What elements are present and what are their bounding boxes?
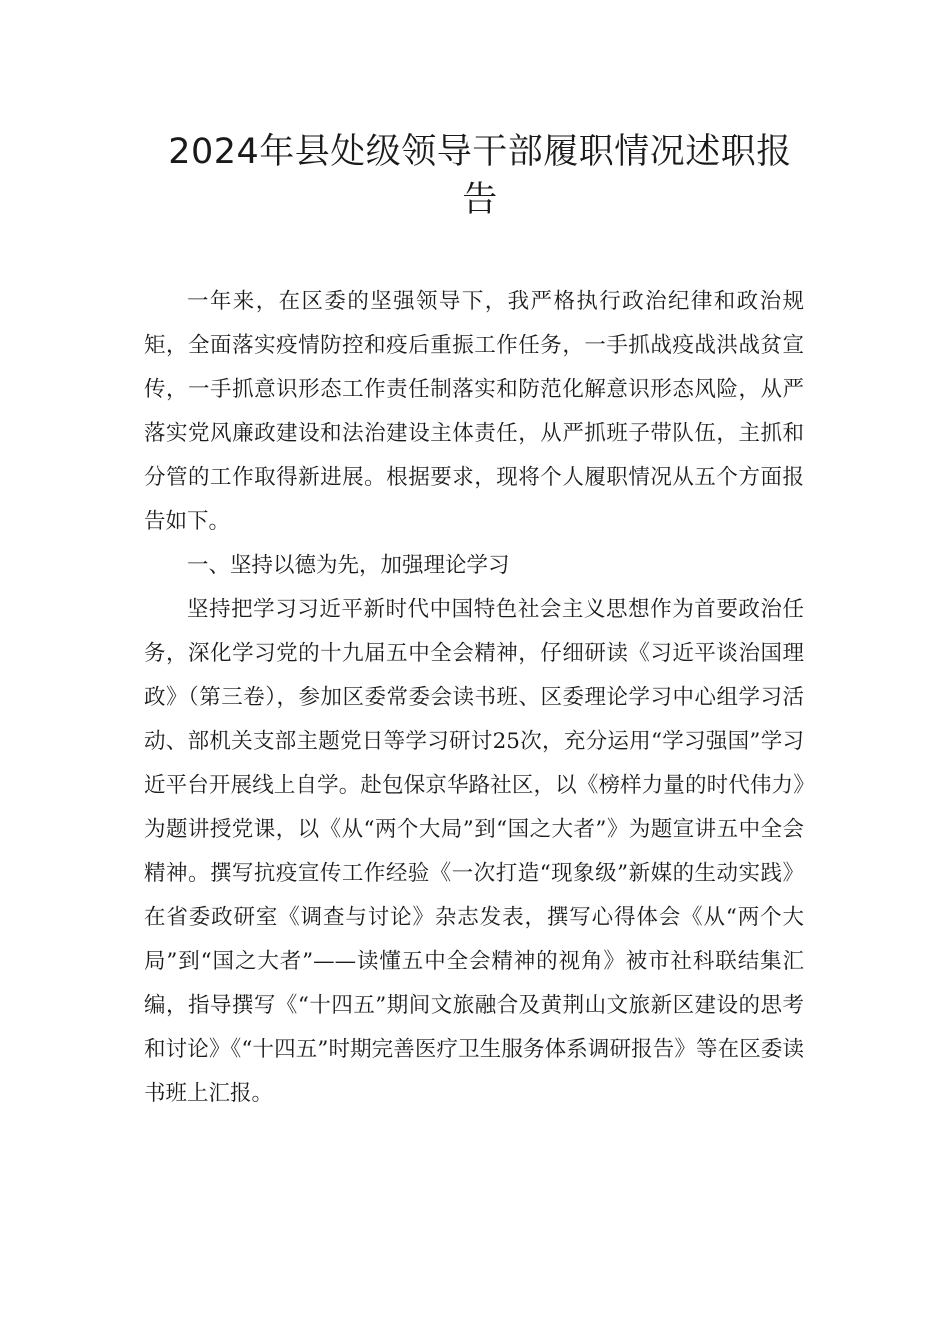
document-body bbox=[144, 280, 804, 1116]
title-line-1: 2024年县处级领导干部履职情况述职报 bbox=[168, 132, 792, 172]
paragraph-intro: 一年来，在区委的坚强领导下，我严格执行政治纪律和政治规矩，全面落实疫情防控和疫后重振工作任务，一手抓战疫战洪战贫宣传，一手抓意识形态工作责任制落实和防范化解意识形态风险，从严落实党风廉政建设和法治建设主体责任，从严抓班子带队伍，主抓和分管的工作取得新进展。根据要求，现将个人履职情况从五个方面报告如下。 bbox=[144, 289, 804, 534]
paragraph-study: 坚持把学习习近平新时代中国特色社会主义思想作为首要政治任务，深化学习党的十九届五中全会精神，仔细研读《习近平谈治国理政》（第三卷），参加区委常委会读书班、区委理论学习中心组学习活动、部机关支部主题党日等学习研讨25次，充分运用“学习强国”学习近平台开展线上自学。赴包保京华路社区，以《榜样力量的时代伟力》为题讲授党课，以《从“两个大局”到“国之大者”》为题宣讲五中全会精神。撰写抗疫宣传工作经验《一次打造“现象级”新媒的生动实践》在省委政研室《调查与讨论》杂志发表，撰写心得体会《从“两个大局”到“国之大者”——读懂五中全会精神的视角》被市社科联结集汇编，指导撰写《“十四五”期间文旅融合及黄荆山文旅新区建设的思考和讨论》《“十四五”时期完善医疗卫生服务体系调研报告》等在区委读书班上汇报。 bbox=[144, 597, 804, 1106]
section-heading-1: 一、坚持以德为先，加强理论学习 bbox=[187, 553, 510, 578]
title-line-2: 告 bbox=[462, 180, 498, 220]
document-title bbox=[140, 128, 820, 224]
